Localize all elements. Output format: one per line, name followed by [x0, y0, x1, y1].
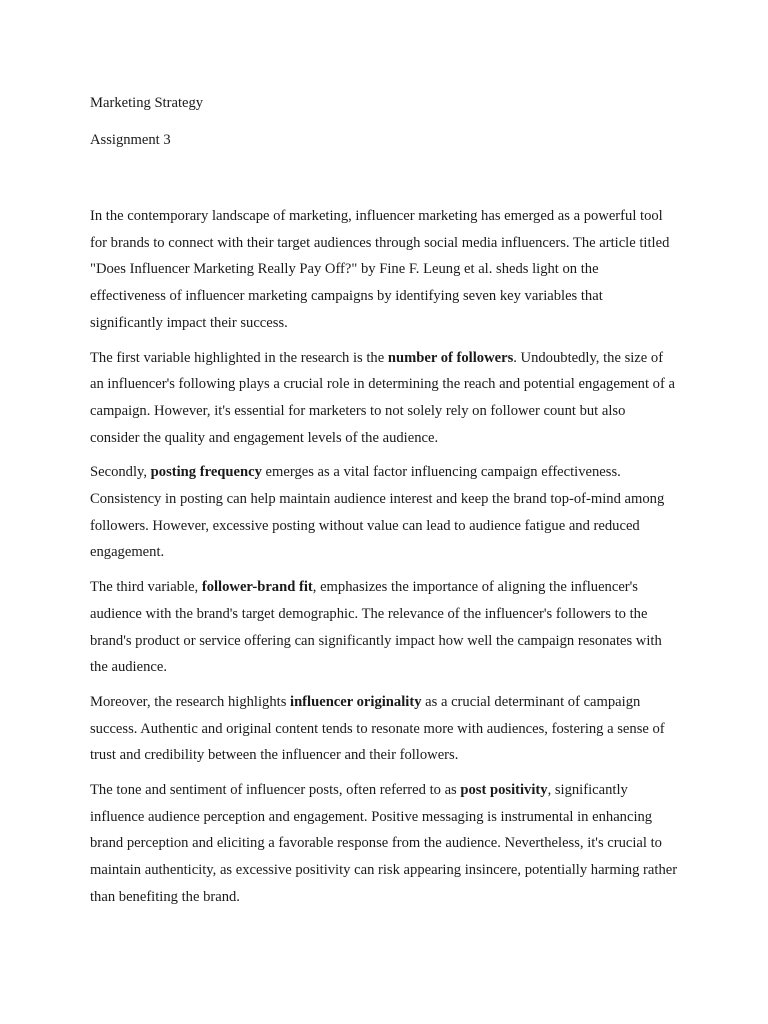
- assignment-title: Assignment 3: [90, 132, 171, 148]
- text-run: In the contemporary landscape of marketing, influencer marketing has emerged as a powerful tool for brands to connect with their target audiences through social media influencers. The article titled "Does Influencer Marketing Really Pay Off?" by Fine F. Leung et al. sheds light on the effectiveness of influencer marketing campaigns by identifying seven key variables that significantly impact their success.: [90, 208, 670, 331]
- bold-term: follower-brand fit: [201, 579, 313, 596]
- text-run: Secondly,: [90, 464, 151, 481]
- document-header: [90, 94, 203, 149]
- text-run: , significantly influence audience perception and engagement. Positive messaging is instrumental in enhancing brand perception and eliciting a favorable response from the audience. Nevertheless, it's crucial to maintain authenticity, as excessive positivity can risk appearing insincere, potentially harming rather than benefiting the brand.: [90, 782, 678, 905]
- body-paragraph: [90, 689, 678, 769]
- body-paragraph: [90, 345, 678, 452]
- bold-term: posting frequency: [150, 464, 262, 481]
- bold-term: number of followers: [387, 349, 514, 366]
- text-run: Moreover, the research highlights: [90, 693, 291, 710]
- text-run: as a crucial determinant of campaign success. Authentic and original content tends to resonate more with audiences, fostering a sense of trust and credibility between the influencer and their followers.: [90, 693, 665, 764]
- body-paragraph: [90, 777, 678, 911]
- text-run: The tone and sentiment of influencer posts, often referred to as: [90, 782, 461, 799]
- text-run: , emphasizes the importance of aligning the influencer's audience with the brand's target demographic. The relevance of the influencer's followers to the brand's product or service offering can significantly impact how well the campaign resonates with the audience.: [90, 579, 662, 676]
- body-paragraph: [90, 574, 678, 681]
- document-body: [90, 203, 678, 919]
- body-paragraph: [90, 203, 678, 337]
- body-paragraph: [90, 459, 678, 566]
- text-run: The first variable highlighted in the research is the: [90, 349, 388, 366]
- text-run: emerges as a vital factor influencing campaign effectiveness. Consistency in posting can help maintain audience interest and keep the brand top-of-mind among followers. However, excessive posting without value can lead to audience fatigue and reduced engagement.: [90, 464, 665, 561]
- bold-term: influencer originality: [290, 693, 422, 710]
- text-run: . Undoubtedly, the size of an influencer's following plays a crucial role in determining the reach and potential engagement of a campaign. However, it's essential for marketers to not solely rely on follower count but also consider the quality and engagement levels of the audience.: [90, 349, 675, 446]
- course-title: Marketing Strategy: [90, 95, 204, 111]
- bold-term: post positivity: [460, 782, 548, 799]
- text-run: The third variable,: [90, 579, 202, 596]
